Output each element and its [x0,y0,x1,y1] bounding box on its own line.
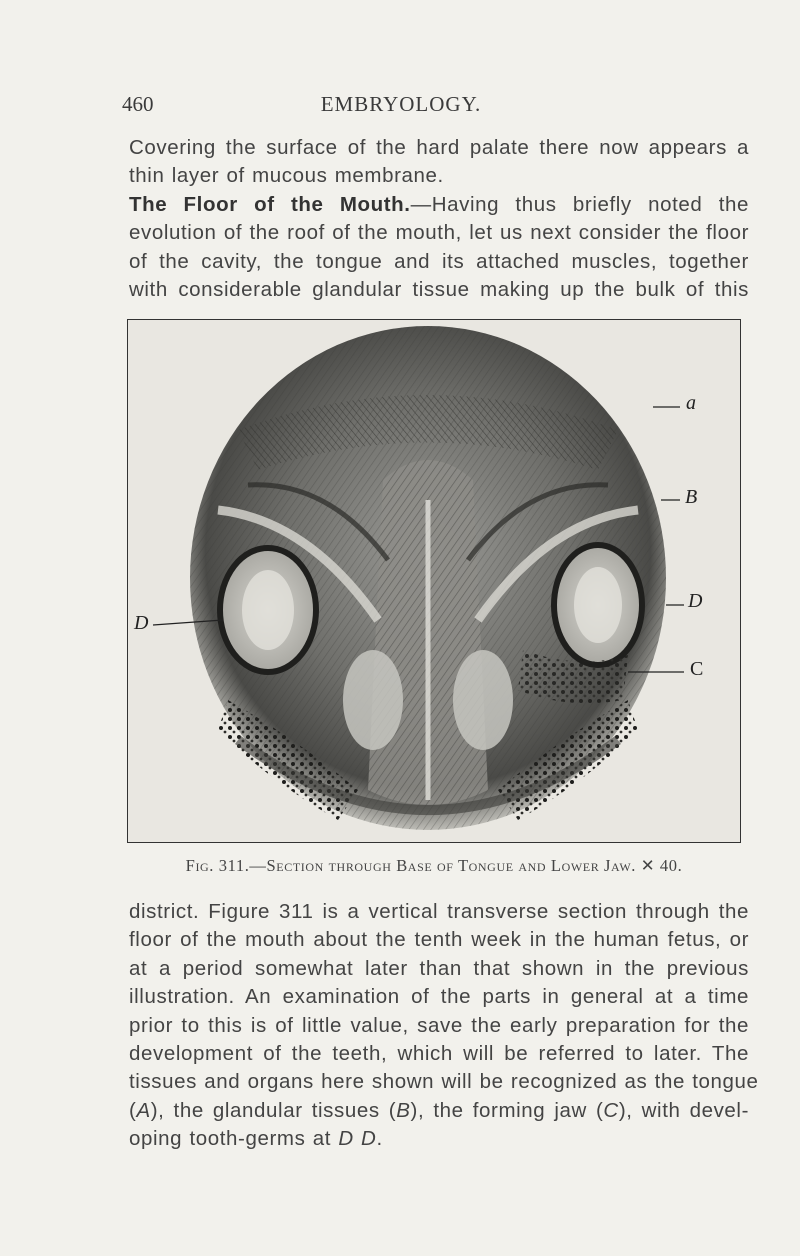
paragraph-3 [129,898,759,1154]
figure-label-d-left: D [134,612,149,634]
text-line: of the cavity, the tongue and its attached muscles, together [129,249,749,273]
text-fragment: —Having thus briefly noted the [410,192,749,216]
text-line: evolution of the roof of the mouth, let us next consider the floor [129,221,749,245]
label-ref-a: A [136,1098,151,1122]
page-header [122,92,680,122]
micrograph-image [128,320,741,843]
text-line: development of the teeth, which will be referred to later. The [129,1042,749,1066]
section-heading: The Floor of the Mouth. [129,192,411,216]
page-number: 460 [122,92,154,116]
caption-magnification: ✕ 40. [640,856,683,875]
text-line: thin layer of mucous membrane. [129,164,444,188]
paragraph-1 [129,134,749,304]
text-fragment: ), the glandular tissues ( [150,1098,397,1122]
text-fragment: ), the forming jaw ( [410,1098,604,1122]
text-line: prior to this is of little value, save the early preparation for the [129,1013,749,1037]
text-line: tissues and organs here shown will be recognized as the tongue [129,1070,759,1094]
figure-311 [127,319,741,843]
figure-label-d-right: D [688,590,703,612]
text-line [129,191,749,219]
caption-text: Fig. 311.—Section through Base of Tongue and Lower Jaw. [185,856,637,875]
text-line: Covering the surface of the hard palate there now appears a [129,136,749,159]
text-fragment: . [376,1127,383,1151]
figure-label-b: B [685,486,698,508]
text-line: with considerable glandular tissue making up the bulk of this [129,278,749,302]
text-fragment: oping tooth-germs at [129,1127,339,1151]
text-line: at a period somewhat later than that shown in the previous [129,956,749,980]
label-ref-c: C [603,1098,619,1122]
text-line [129,1097,749,1125]
text-line [129,1125,749,1153]
label-ref-dd: D D [338,1127,377,1151]
figure-label-c: C [690,658,704,680]
figure-caption [127,856,741,876]
running-title: EMBRYOLOGY. [320,92,482,116]
text-line: illustration. An examination of the parts in general at a time [129,985,749,1009]
text-fragment: ( [129,1098,137,1122]
text-line: floor of the mouth about the tenth week in the human fetus, or [129,928,749,952]
figure-label-a: a [686,392,696,414]
text-fragment: ), with devel- [618,1098,750,1122]
text-line: district. Figure 311 is a vertical transverse section through the [129,900,749,923]
label-ref-b: B [396,1098,411,1122]
